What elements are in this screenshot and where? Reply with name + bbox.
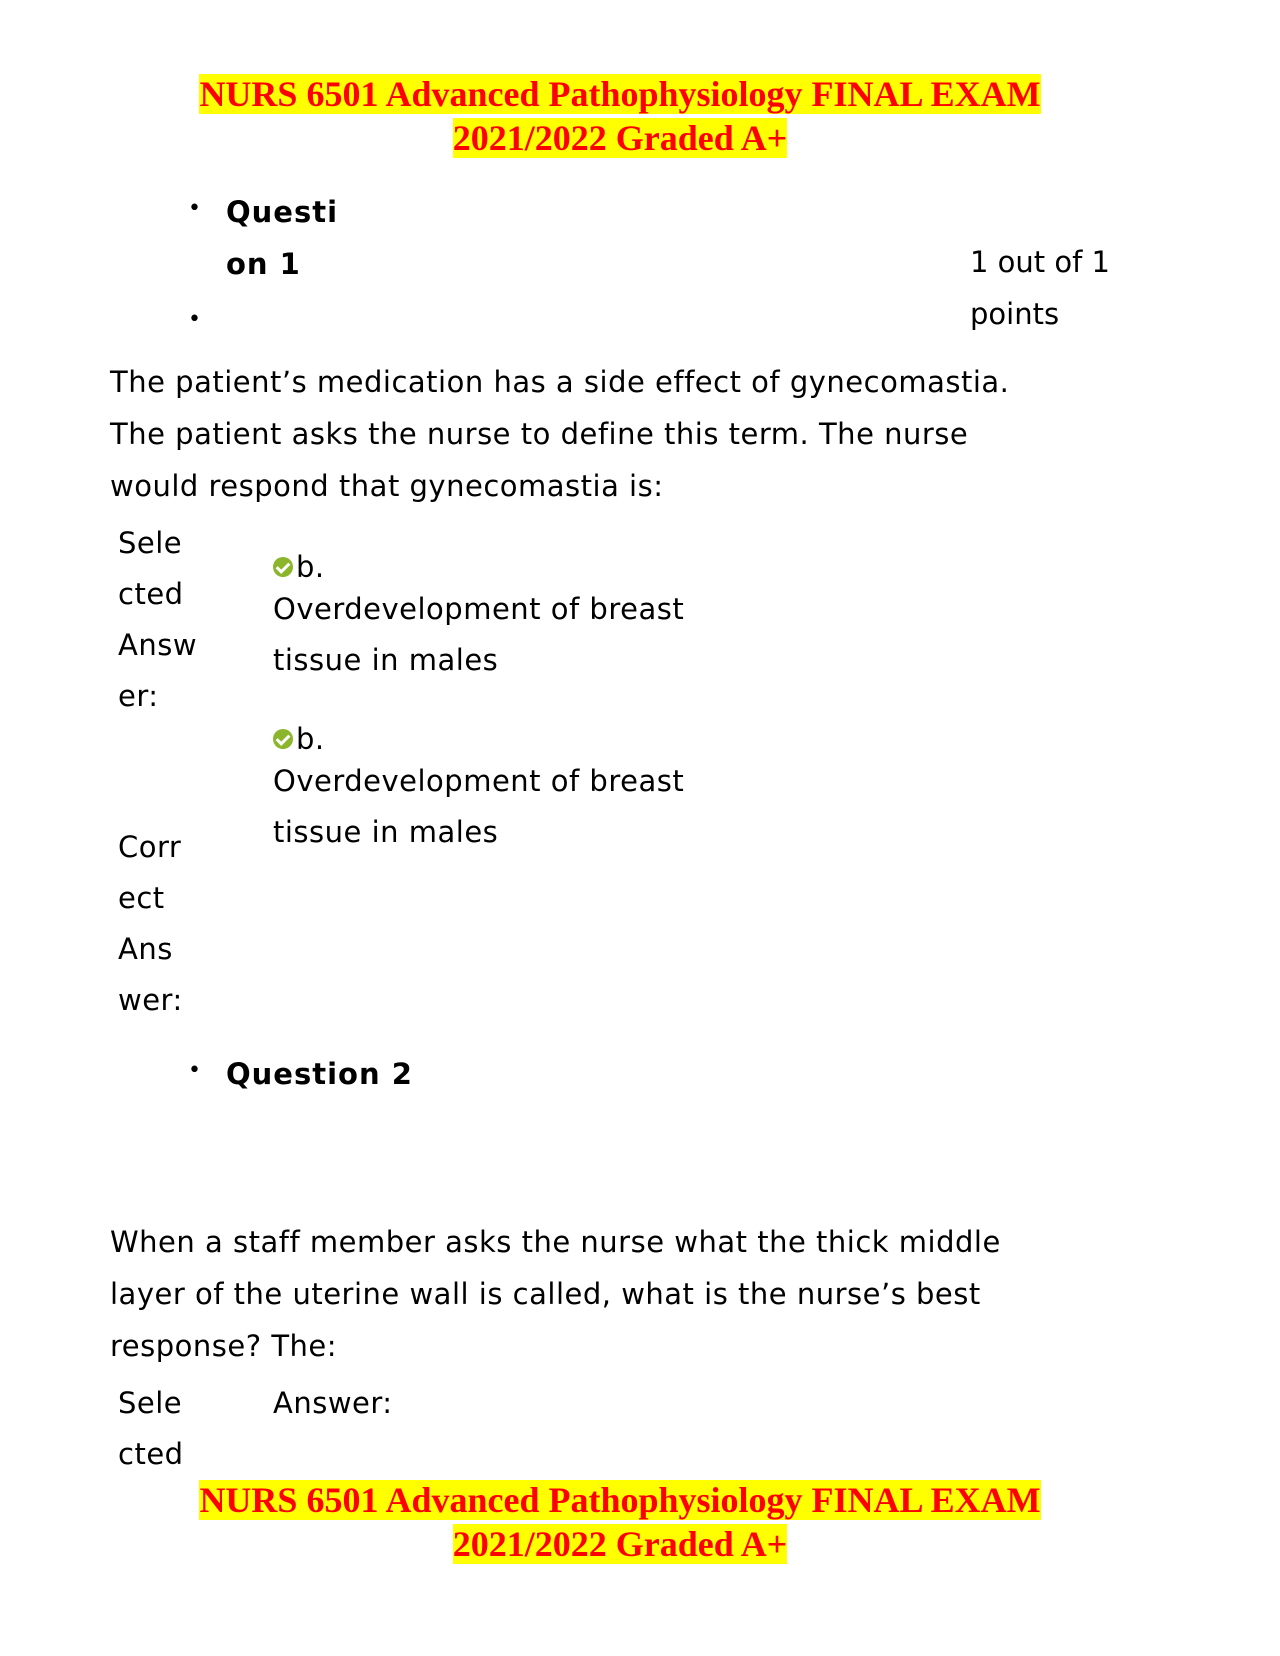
selected-answer: b. Overdevelopment of breast tissue in males [273, 550, 685, 677]
selected-answer-label: Sele cted Answ er: [118, 526, 198, 713]
question-1-label: Questi on 1 [226, 195, 339, 281]
title-line-2: 2021/2022 Graded A+ [452, 118, 788, 158]
footer-title-line-2: 2021/2022 Graded A+ [452, 1524, 788, 1564]
question-1-points: 1 out of 1 points [970, 245, 1111, 331]
title-line-1: NURS 6501 Advanced Pathophysiology FINAL EXAM [199, 74, 1041, 114]
footer-title-line-1: NURS 6501 Advanced Pathophysiology FINAL EXAM [199, 1480, 1041, 1520]
correct-answer: b. Overdevelopment of breast tissue in males [273, 722, 685, 849]
footer-title [0, 1478, 1240, 1566]
bullet-dot: • [188, 196, 201, 221]
correct-answer-label: Corr ect Ans wer: [118, 830, 183, 1017]
answer-label: Answer: [273, 1386, 393, 1420]
question-2-label: Question 2 [226, 1057, 413, 1091]
document-title [0, 72, 1240, 160]
bullet-dot: • [188, 307, 201, 332]
selected-answer-label: Sele cted [118, 1386, 184, 1471]
check-icon [273, 729, 293, 749]
question-1-text: The patient’s medication has a side effect of gynecomastia. The patient asks the nurse to define this term. The nurse would respond that gynecomastia is: [110, 365, 1010, 503]
question-2-text: When a staff member asks the nurse what the thick middle layer of the uterine wall is called, what is the nurse’s best response? The: [110, 1225, 1001, 1363]
bullet-dot: • [188, 1058, 201, 1083]
check-icon [273, 557, 293, 577]
